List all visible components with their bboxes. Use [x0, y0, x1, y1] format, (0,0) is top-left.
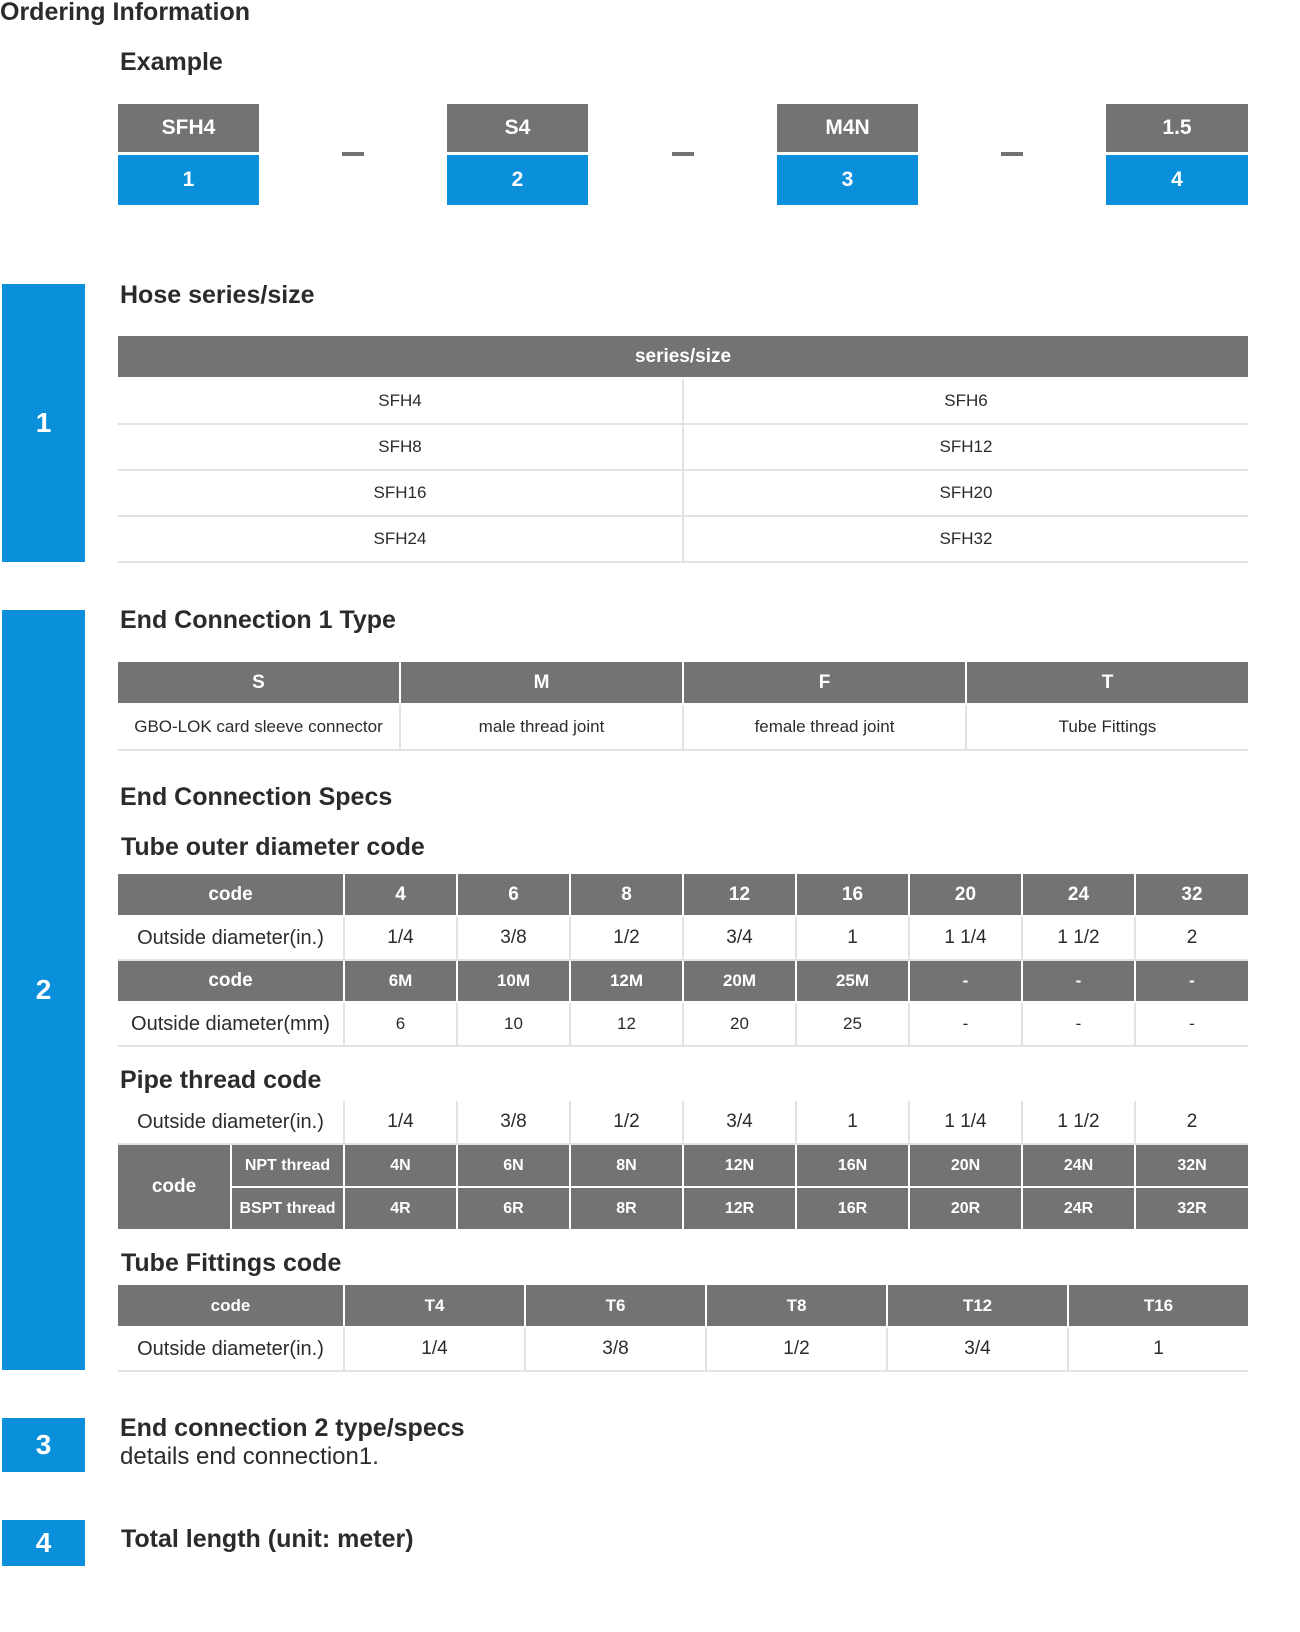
section-number-4: 4: [2, 1520, 85, 1566]
section-number-2: 2: [2, 610, 85, 1370]
row-label: Outside diameter(in.): [118, 916, 344, 960]
value-cell: 3/8: [457, 916, 570, 960]
code-cell: 12: [683, 874, 796, 916]
code-cell: 32N: [1135, 1144, 1248, 1187]
example-code-1: SFH4: [118, 104, 259, 152]
type-header: F: [683, 662, 966, 704]
series-cell: SFH8: [118, 424, 683, 470]
section3-title: End connection 2 type/specs: [120, 1414, 465, 1442]
code-cell: -: [1135, 960, 1248, 1002]
series-cell: SFH20: [683, 470, 1248, 516]
value-cell: 1: [1068, 1327, 1248, 1371]
section4-title: Total length (unit: meter): [121, 1525, 414, 1553]
table-row: [118, 916, 1248, 960]
code-cell: 8: [570, 874, 683, 916]
code-cell: 20M: [683, 960, 796, 1002]
code-cell: 16N: [796, 1144, 909, 1187]
value-cell: 3/8: [525, 1327, 706, 1371]
code-cell: 10M: [457, 960, 570, 1002]
code-label: code: [118, 1144, 231, 1230]
section-number-1: 1: [2, 284, 85, 562]
example-code-2: S4: [447, 104, 588, 152]
code-cell: 6N: [457, 1144, 570, 1187]
code-cell: 16R: [796, 1187, 909, 1230]
type-desc: GBO-LOK card sleeve connector: [118, 704, 400, 750]
code-cell: 12N: [683, 1144, 796, 1187]
value-cell: 1/2: [570, 916, 683, 960]
code-cell: 20R: [909, 1187, 1022, 1230]
value-cell: -: [909, 1002, 1022, 1046]
code-cell: T12: [887, 1285, 1068, 1327]
code-cell: T8: [706, 1285, 887, 1327]
code-cell: -: [909, 960, 1022, 1002]
series-cell: SFH24: [118, 516, 683, 562]
table-row: [118, 1101, 1248, 1144]
table-row: [118, 378, 1248, 424]
section2-title: End Connection 1 Type: [120, 606, 396, 634]
tube-fittings-title: Tube Fittings code: [121, 1249, 342, 1277]
code-cell: 4R: [344, 1187, 457, 1230]
type-header: S: [118, 662, 400, 704]
row-label: Outside diameter(in.): [118, 1101, 344, 1144]
type-desc: Tube Fittings: [966, 704, 1248, 750]
value-cell: 1 1/4: [909, 916, 1022, 960]
series-cell: SFH6: [683, 378, 1248, 424]
code-cell: 4N: [344, 1144, 457, 1187]
code-cell: 20: [909, 874, 1022, 916]
series-cell: SFH16: [118, 470, 683, 516]
example-index-2: 2: [447, 155, 588, 205]
code-cell: 8R: [570, 1187, 683, 1230]
value-cell: 12: [570, 1002, 683, 1046]
pipe-thread-table: [118, 1101, 1248, 1231]
example-code-4: 1.5: [1106, 104, 1248, 152]
table-row: [118, 424, 1248, 470]
code-cell: 6R: [457, 1187, 570, 1230]
code-cell: 32: [1135, 874, 1248, 916]
row-label: code: [118, 960, 344, 1002]
code-cell: 6: [457, 874, 570, 916]
separator-dash: [672, 152, 694, 156]
value-cell: 1/4: [344, 916, 457, 960]
code-cell: 12R: [683, 1187, 796, 1230]
row-label: Outside diameter(in.): [118, 1327, 344, 1371]
series-cell: SFH32: [683, 516, 1248, 562]
table-row: [118, 516, 1248, 562]
code-cell: T16: [1068, 1285, 1248, 1327]
value-cell: 3/4: [683, 1101, 796, 1144]
type-header: M: [400, 662, 683, 704]
section3-subtitle: details end connection1.: [120, 1443, 379, 1470]
tube-fittings-table: [118, 1285, 1248, 1372]
example-title: Example: [120, 48, 223, 76]
type-desc: female thread joint: [683, 704, 966, 750]
code-cell: 6M: [344, 960, 457, 1002]
specs-title: End Connection Specs: [120, 783, 393, 811]
value-cell: 1 1/4: [909, 1101, 1022, 1144]
code-cell: 8N: [570, 1144, 683, 1187]
separator-dash: [1001, 152, 1023, 156]
code-cell: 12M: [570, 960, 683, 1002]
code-cell: 24R: [1022, 1187, 1135, 1230]
code-cell: -: [1022, 960, 1135, 1002]
value-cell: 1/2: [570, 1101, 683, 1144]
row-label: code: [118, 1285, 344, 1327]
value-cell: 3/8: [457, 1101, 570, 1144]
code-cell: 24: [1022, 874, 1135, 916]
value-cell: 1: [796, 1101, 909, 1144]
table-row: [118, 470, 1248, 516]
separator-dash: [342, 152, 364, 156]
table-row: [118, 1327, 1248, 1371]
end-connection-type-table: [118, 662, 1248, 751]
value-cell: 2: [1135, 916, 1248, 960]
value-cell: -: [1022, 1002, 1135, 1046]
type-header: T: [966, 662, 1248, 704]
value-cell: 1/4: [344, 1101, 457, 1144]
code-cell: 4: [344, 874, 457, 916]
example-index-3: 3: [777, 155, 918, 205]
value-cell: 6: [344, 1002, 457, 1046]
code-cell: 25M: [796, 960, 909, 1002]
table-row: [118, 704, 1248, 750]
value-cell: 3/4: [887, 1327, 1068, 1371]
value-cell: 2: [1135, 1101, 1248, 1144]
series-cell: SFH12: [683, 424, 1248, 470]
value-cell: 1: [796, 916, 909, 960]
row-label: Outside diameter(mm): [118, 1002, 344, 1046]
code-cell: 24N: [1022, 1144, 1135, 1187]
tube-od-title: Tube outer diameter code: [121, 833, 425, 861]
value-cell: 1 1/2: [1022, 916, 1135, 960]
value-cell: -: [1135, 1002, 1248, 1046]
table-header: series/size: [118, 336, 1248, 378]
code-cell: T6: [525, 1285, 706, 1327]
code-cell: 16: [796, 874, 909, 916]
series-cell: SFH4: [118, 378, 683, 424]
value-cell: 10: [457, 1002, 570, 1046]
row-label: code: [118, 874, 344, 916]
value-cell: 1/2: [706, 1327, 887, 1371]
code-cell: T4: [344, 1285, 525, 1327]
example-index-4: 4: [1106, 155, 1248, 205]
bspt-label: BSPT thread: [231, 1187, 344, 1230]
value-cell: 1 1/2: [1022, 1101, 1135, 1144]
tube-od-table: [118, 874, 1248, 1047]
type-desc: male thread joint: [400, 704, 683, 750]
example-code-3: M4N: [777, 104, 918, 152]
code-cell: 32R: [1135, 1187, 1248, 1230]
value-cell: 1/4: [344, 1327, 525, 1371]
section-number-3: 3: [2, 1418, 85, 1472]
section1-title: Hose series/size: [120, 281, 315, 309]
series-size-table: [118, 336, 1248, 563]
value-cell: 20: [683, 1002, 796, 1046]
code-cell: 20N: [909, 1144, 1022, 1187]
example-index-1: 1: [118, 155, 259, 205]
npt-label: NPT thread: [231, 1144, 344, 1187]
value-cell: 3/4: [683, 916, 796, 960]
pipe-thread-title: Pipe thread code: [120, 1066, 322, 1094]
page-title: Ordering Information: [0, 0, 250, 26]
value-cell: 25: [796, 1002, 909, 1046]
table-row: [118, 1002, 1248, 1046]
